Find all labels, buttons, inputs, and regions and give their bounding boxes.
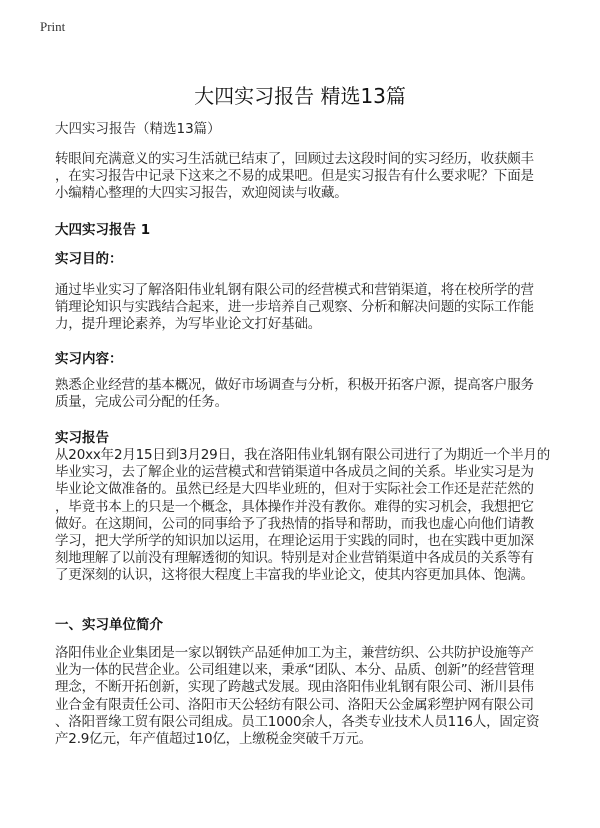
text-line: 产2.9亿元，年产值超过10亿，上缴税金突破千万元。 (55, 731, 372, 748)
section-heading: 大四实习报告 1 (55, 222, 151, 238)
unit-paragraph (55, 645, 539, 748)
page-title: 大四实习报告 精选13篇 (194, 84, 406, 108)
text-line: 了更深刻的认识，这将很大程度上丰富我的毕业论文，使其内容更加具体、饱满。 (55, 567, 534, 584)
text-line: 业为一体的民营企业。公司组建以来，秉承“团队、本分、品质、创新”的经营管理 (55, 662, 535, 679)
text-line: 从20xx年2月15日到3月29日，我在洛阳伟业轧钢有限公司进行了为期近一个半月的 (55, 447, 550, 463)
text-line: 毕业论文做准备的。虽然已经是大四毕业班的，但对于实际社会工作还是茫茫然的 (55, 481, 534, 498)
print-link[interactable]: Print (40, 19, 66, 34)
report-heading: 实习报告 (55, 430, 109, 446)
report-paragraph (55, 447, 550, 585)
content-paragraph (55, 377, 534, 411)
text-line: 毕业实习，去了解企业的运营模式和营销渠道中各成员之间的关系。毕业实习是为 (55, 464, 534, 481)
text-line: 学习，把大学所学的知识加以运用，在理论运用于实践的同时，也在实践中更加深 (55, 533, 534, 550)
unit-heading: 一、实习单位简介 (55, 617, 163, 633)
text-line: 转眼间充满意义的实习生活就已结束了，回顾过去这段时间的实习经历，收获颇丰 (55, 151, 534, 167)
subtitle: 大四实习报告（精选13篇） (55, 121, 221, 137)
text-line: ，毕竟书本上的只是一个概念，具体操作并没有教你。难得的实习机会，我想把它 (55, 498, 534, 515)
text-line: 做好。在这期间，公司的同事给予了我热情的指导和帮助，而我也虚心向他们请教 (55, 515, 534, 532)
text-line: ，在实习报告中记录下这来之不易的成果吧。但是实习报告有什么要求呢？下面是 (55, 168, 534, 185)
text-line: 通过毕业实习了解洛阳伟业轧钢有限公司的经营模式和营销渠道，将在校所学的营 (55, 282, 534, 298)
text-line: 销理论知识与实践结合起来，进一步培养自己观察、分析和解决问题的实际工作能 (55, 299, 534, 316)
text-line: 熟悉企业经营的基本概况，做好市场调查与分析，积极开拓客户源，提高客户服务 (55, 377, 534, 393)
text-line: 质量，完成公司分配的任务。 (55, 394, 228, 411)
purpose-heading: 实习目的： (55, 251, 123, 267)
text-line: 、洛阳晋缘工贸有限公司组成。员工1000余人，各类专业技术人员116人，固定资 (55, 713, 540, 730)
text-line: 刻地理解了以前没有理解透彻的知识。特别是对企业营销渠道中各成员的关系等有 (55, 550, 534, 567)
text-line: 小编精心整理的大四实习报告，欢迎阅读与收藏。 (55, 185, 348, 202)
text-line: 力，提升理论素养，为写毕业论文打好基础。 (55, 316, 321, 333)
text-line: 理念，不断开拓创新，实现了跨越式发展。现由洛阳伟业轧钢有限公司、淅川县伟 (55, 679, 534, 696)
purpose-paragraph (55, 282, 534, 334)
intro-paragraph (55, 151, 534, 203)
text-line: 洛阳伟业企业集团是一家以钢铁产品延伸加工为主，兼营纺织、公共防护设施等产 (55, 645, 534, 661)
content-heading: 实习内容： (55, 351, 123, 367)
text-line: 业合金有限责任公司、洛阳市天公轻纺有限公司、洛阳天公金属彩塑护网有限公司 (55, 696, 534, 713)
